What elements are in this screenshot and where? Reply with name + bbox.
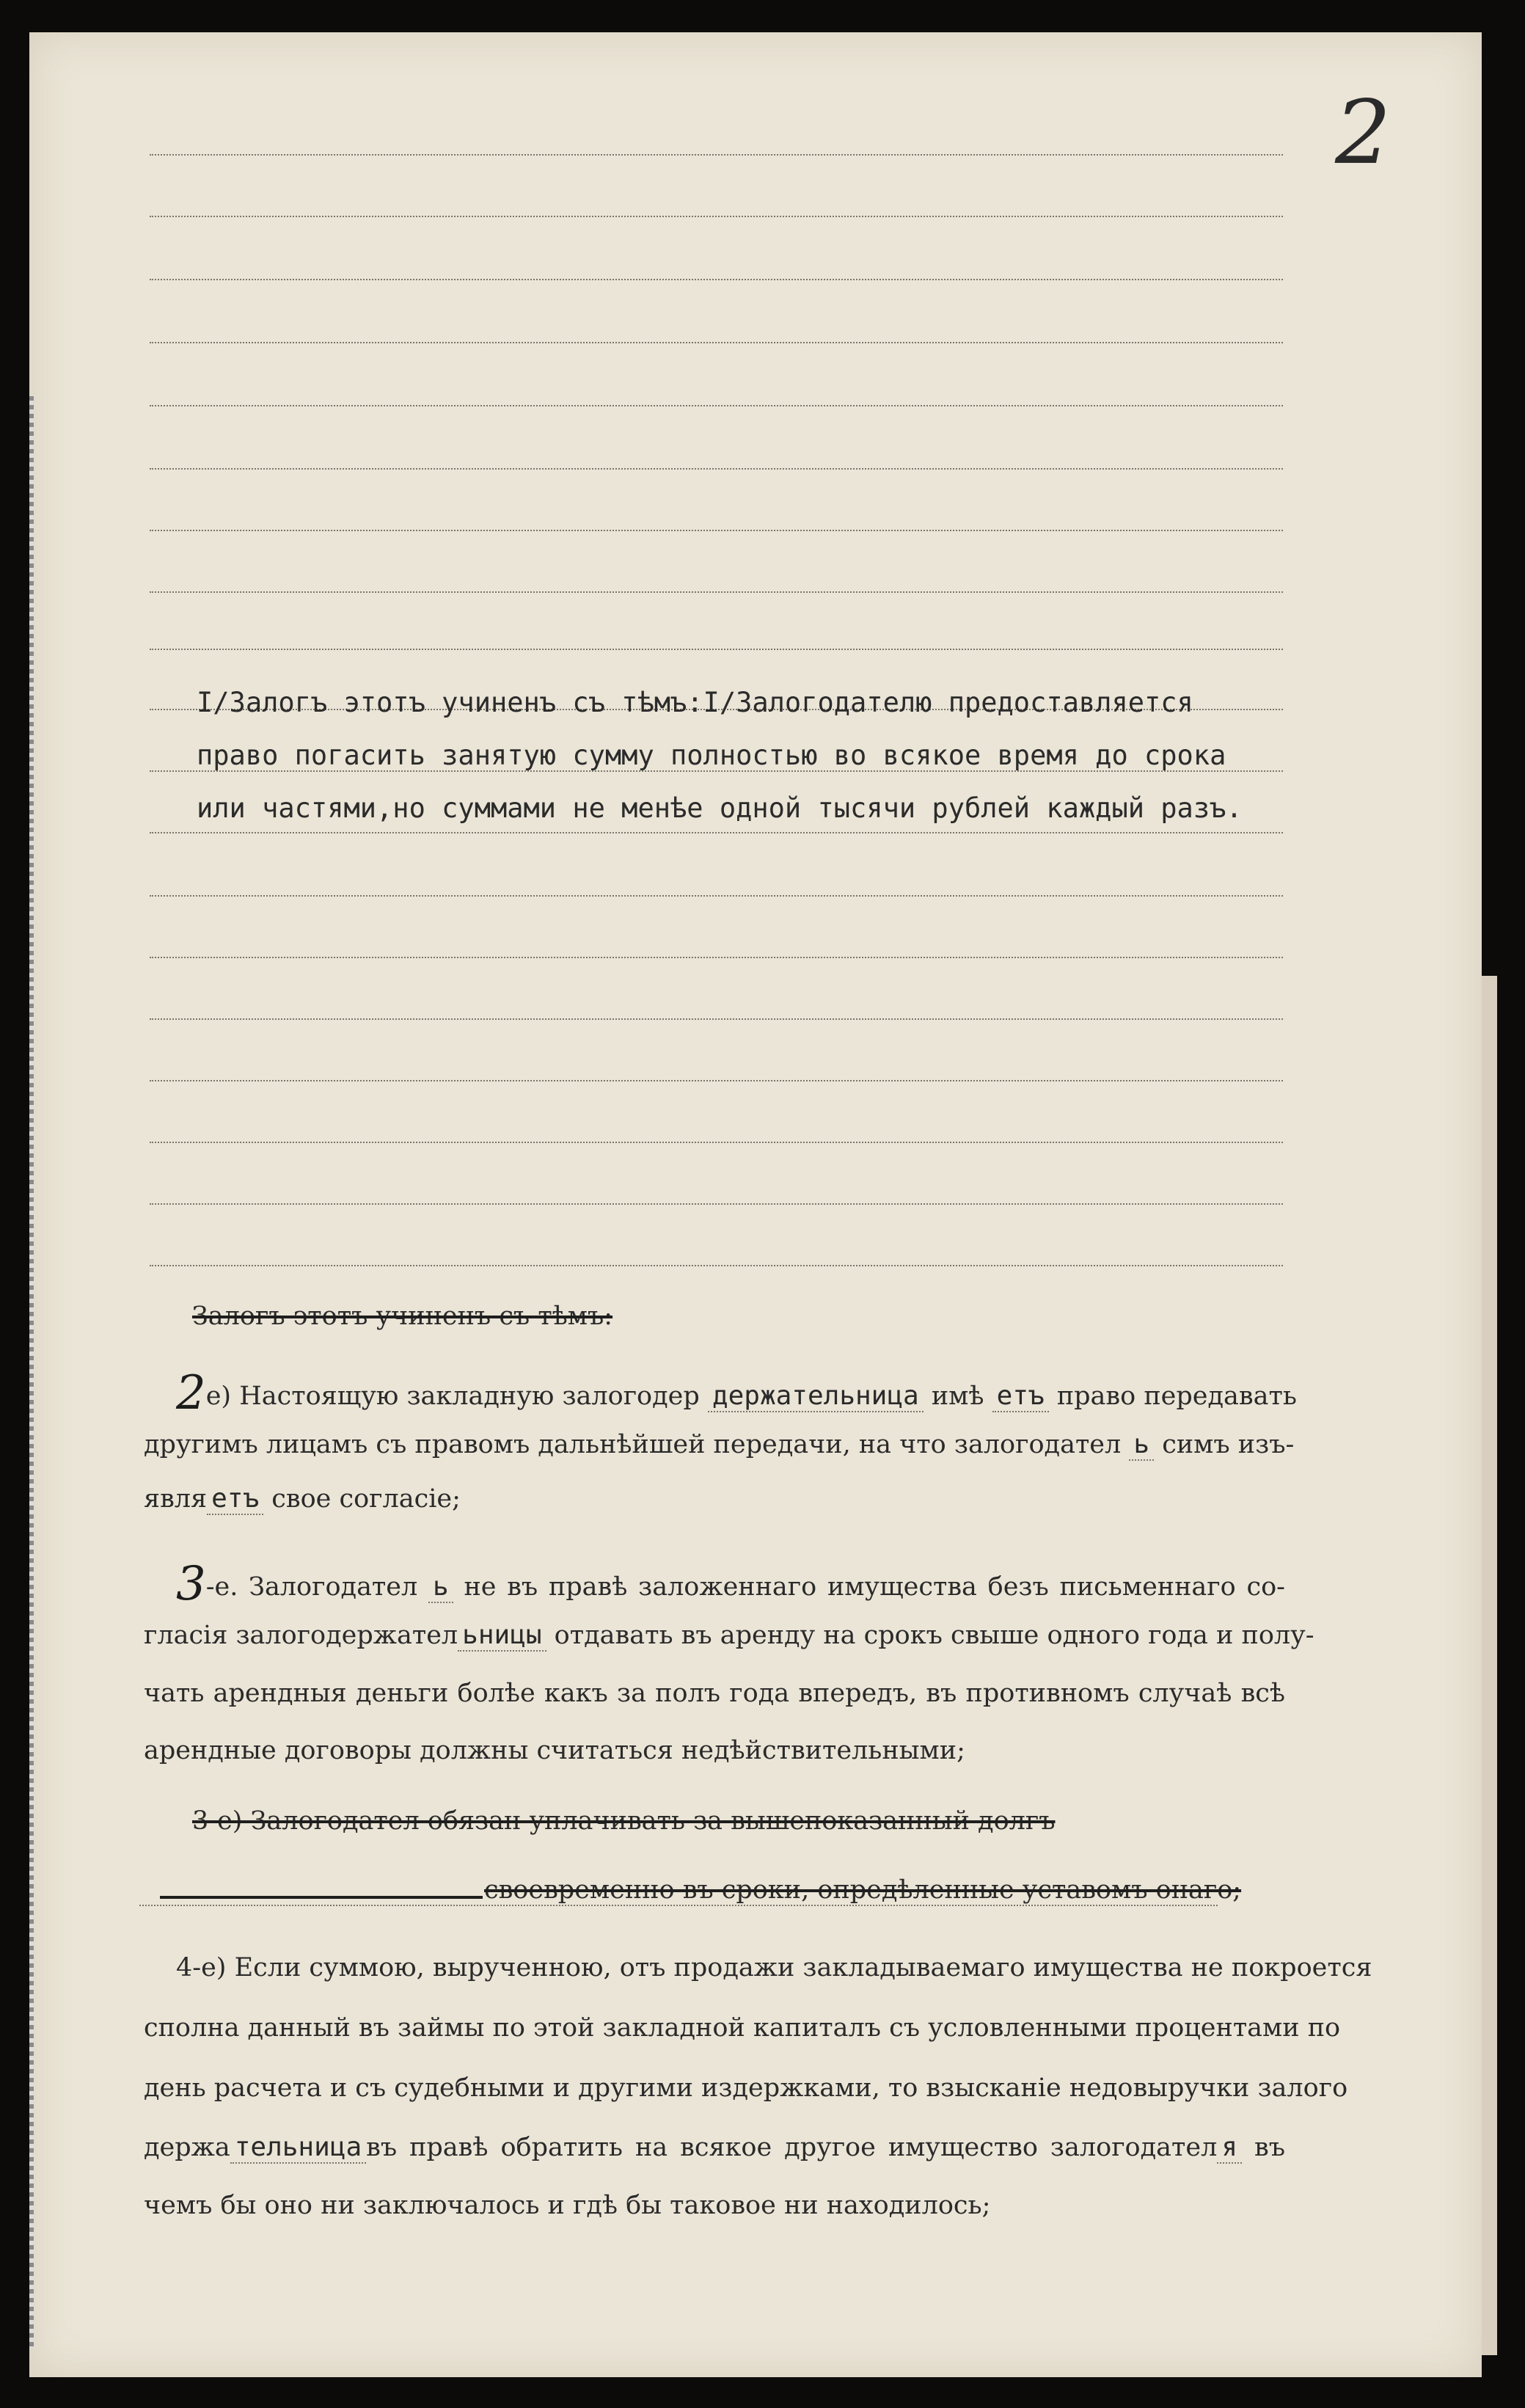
clause-2-line-1 [176, 1366, 1297, 1420]
handwritten-fill: ьницы [458, 1620, 546, 1652]
clause-text: отдавать въ аренду на срокъ свыше одного года и полу- [554, 1621, 1314, 1650]
page-number: 2 [1335, 82, 1391, 184]
blank-rule [150, 895, 1283, 897]
blank-rule [150, 832, 1283, 833]
clause-4-line-1: 4-е) Если суммою, вырученною, отъ продажи закладываемаго имущества не покроется [176, 1953, 1372, 1982]
handwritten-fill: тельница [230, 2132, 366, 2164]
clause-4-line-5: чемъ бы оно ни заключалось и гдѣ бы таковое ни находилось; [144, 2191, 991, 2220]
clause-text: въ [1254, 2133, 1285, 2162]
clause-3-line-2 [144, 1620, 1314, 1650]
clause-4-line-3: день расчета и съ судебными и другими издержками, то взысканіе недовыручки залого [144, 2073, 1348, 2103]
blank-rule [150, 591, 1283, 593]
handwritten-fill: ь [428, 1572, 453, 1603]
handwritten-clause-number: 2 [176, 1366, 206, 1420]
struck-heading-text: Залогъ этотъ учиненъ съ тѣмъ: [192, 1302, 613, 1331]
clause-text: -е. Залогодател [205, 1572, 418, 1602]
struck-heading [192, 1302, 612, 1331]
blank-rule [150, 154, 1283, 156]
typed-clause-line: или частями,но суммами не менѣе одной тысячи рублей каждый разъ. [197, 792, 1243, 824]
struck-clause-line-2: своевременно въ сроки, опредѣленные уставомъ онаго; [484, 1875, 1242, 1905]
clause-text: гласія залогодержател [144, 1621, 458, 1650]
clause-text: свое согласіе; [271, 1484, 461, 1514]
clause-text: держа [144, 2133, 230, 2162]
blank-rule [150, 405, 1283, 406]
blank-rule [150, 1265, 1283, 1266]
clause-text: имѣ [931, 1382, 984, 1411]
struck-clause-line-1: 3-е) Залогодател обязан уплачивать за вышепоказанный долгъ [192, 1806, 1056, 1836]
blank-rule [150, 530, 1283, 531]
blank-rule [150, 957, 1283, 958]
handwritten-fill: ь [1129, 1429, 1154, 1461]
blank-rule [150, 216, 1283, 217]
blank-rule [150, 279, 1283, 280]
clause-text: другимъ лицамъ съ правомъ дальнѣйшей передачи, на что залогодател [144, 1430, 1122, 1459]
blank-rule [150, 468, 1283, 470]
typed-clause-line: право погасить занятую сумму полностью во всякое время до срока [197, 740, 1226, 771]
blank-rule [150, 342, 1283, 343]
clause-text: въ правѣ обратить на всякое другое имущество залогодател [366, 2133, 1218, 2162]
clause-text: е) Настоящую закладную залогодер [205, 1382, 700, 1411]
typed-clause-line: I/Залогъ этотъ учиненъ съ тѣмъ:I/Залогодателю предоставляется [197, 687, 1193, 718]
clause-text: право передавать [1056, 1382, 1297, 1411]
clause-3-line-3: чать арендныя деньги болѣе какъ за полъ года впередъ, въ противномъ случаѣ всѣ [144, 1679, 1285, 1708]
clause-3-line-4: арендные договоры должны считаться недѣйствительными; [144, 1736, 965, 1765]
clause-4-line-4 [144, 2132, 1285, 2162]
handwritten-fill: етъ [992, 1381, 1049, 1412]
handwritten-fill: держательница [708, 1381, 924, 1412]
blank-rule [150, 1142, 1283, 1143]
blank-rule [150, 1018, 1283, 1020]
clause-text: симъ изъ- [1162, 1430, 1295, 1459]
blank-rule [150, 1080, 1283, 1081]
strike-stroke [160, 1896, 483, 1899]
clause-text: явля [144, 1484, 208, 1514]
handwritten-fill: етъ [207, 1484, 263, 1515]
clause-text: не въ правѣ заложеннаго имущества безъ письменнаго со- [464, 1572, 1285, 1602]
clause-4-line-2: сполна данный въ займы по этой закладной капиталъ съ условленными процентами по [144, 2013, 1341, 2043]
blank-rule [150, 1203, 1283, 1205]
blank-rule [150, 649, 1283, 650]
clause-2-line-3 [144, 1484, 1285, 1514]
blank-rule [139, 1905, 1218, 1906]
handwritten-clause-number: 3 [176, 1557, 206, 1611]
clause-3-line-1 [176, 1557, 1285, 1611]
clause-2-line-2 [144, 1429, 1295, 1459]
handwritten-fill: я [1217, 2132, 1242, 2164]
binding-stitch [29, 396, 34, 2348]
